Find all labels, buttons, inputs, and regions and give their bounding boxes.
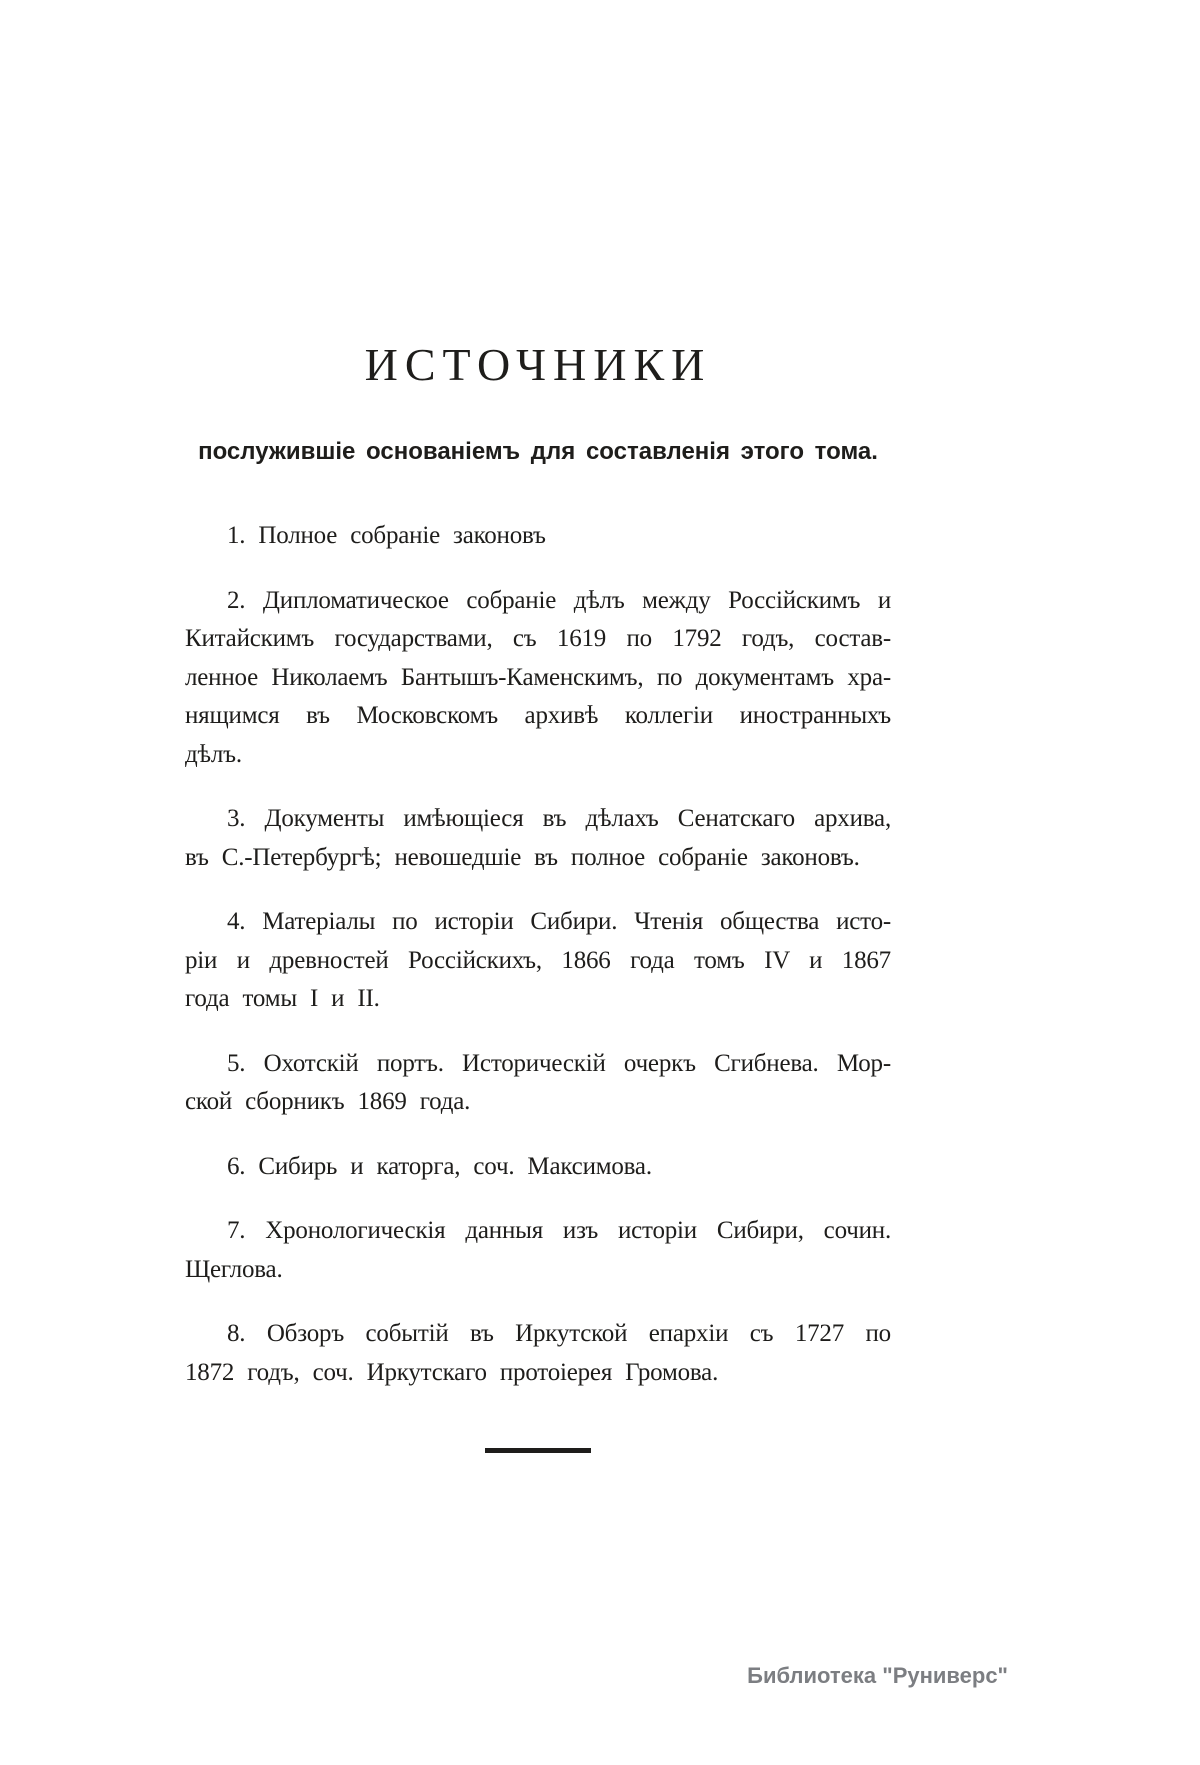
library-watermark: Библиотека "Руниверс" (747, 1663, 1008, 1688)
source-item-line: года томы I и II. (185, 985, 380, 1012)
source-item-line: Щеглова. (185, 1255, 283, 1283)
source-item-line: 5. Охотскій портъ. Историческій очеркъ Сгибнева. Мор- (227, 1049, 891, 1077)
source-list (185, 517, 891, 1392)
source-item-line: въ С.-Петербургѣ; невошедшіе въ полное собраніе законовъ. (185, 843, 860, 871)
source-item-line: 1872 годъ, соч. Иркутскаго протоіерея Громова. (185, 1358, 719, 1386)
source-item (185, 582, 891, 775)
source-item-line: 7. Хронологическія данныя изъ исторіи Сибири, сочин. (227, 1217, 891, 1244)
source-item-line: нящимся въ Московскомъ архивѣ коллегіи иностранныхъ дѣлъ. (185, 702, 891, 768)
source-item-line: 1. Полное собраніе законовъ (227, 522, 546, 549)
page-content (185, 340, 891, 1453)
source-item-line: ріи и древностей Россійскихъ, 1866 года томъ IV и 1867 (185, 946, 891, 974)
source-item-line: ленное Николаемъ Бантышъ-Каменскимъ, по документамъ хра- (185, 663, 891, 691)
page-title: ИСТОЧНИКИ (364, 339, 712, 390)
source-item-line: ской сборникъ 1869 года. (185, 1088, 471, 1115)
source-item-line: 4. Матеріалы по исторіи Сибири. Чтенія общества исто- (227, 908, 891, 935)
source-item-line: 8. Обзоръ событій въ Иркутской епархіи съ 1727 по (227, 1320, 891, 1347)
source-item (185, 903, 891, 1019)
source-item (185, 1148, 891, 1187)
source-item (185, 1212, 891, 1289)
section-divider (485, 1448, 591, 1453)
source-item (185, 800, 891, 877)
source-item-line: 6. Сибирь и каторга, соч. Максимова. (227, 1152, 652, 1180)
source-item (185, 517, 891, 556)
source-item-line: 3. Документы имѣющіеся въ дѣлахъ Сенатскаго архива, (227, 805, 891, 832)
source-item (185, 1045, 891, 1122)
page-subtitle: послужившіе основаніемъ для составленія этого тома. (198, 438, 878, 465)
source-item (185, 1315, 891, 1392)
source-item-line: 2. Дипломатическое собраніе дѣлъ между Россійскимъ и (227, 586, 891, 614)
source-item-line: Китайскимъ государствами, съ 1619 по 1792 годъ, состав- (185, 625, 891, 652)
